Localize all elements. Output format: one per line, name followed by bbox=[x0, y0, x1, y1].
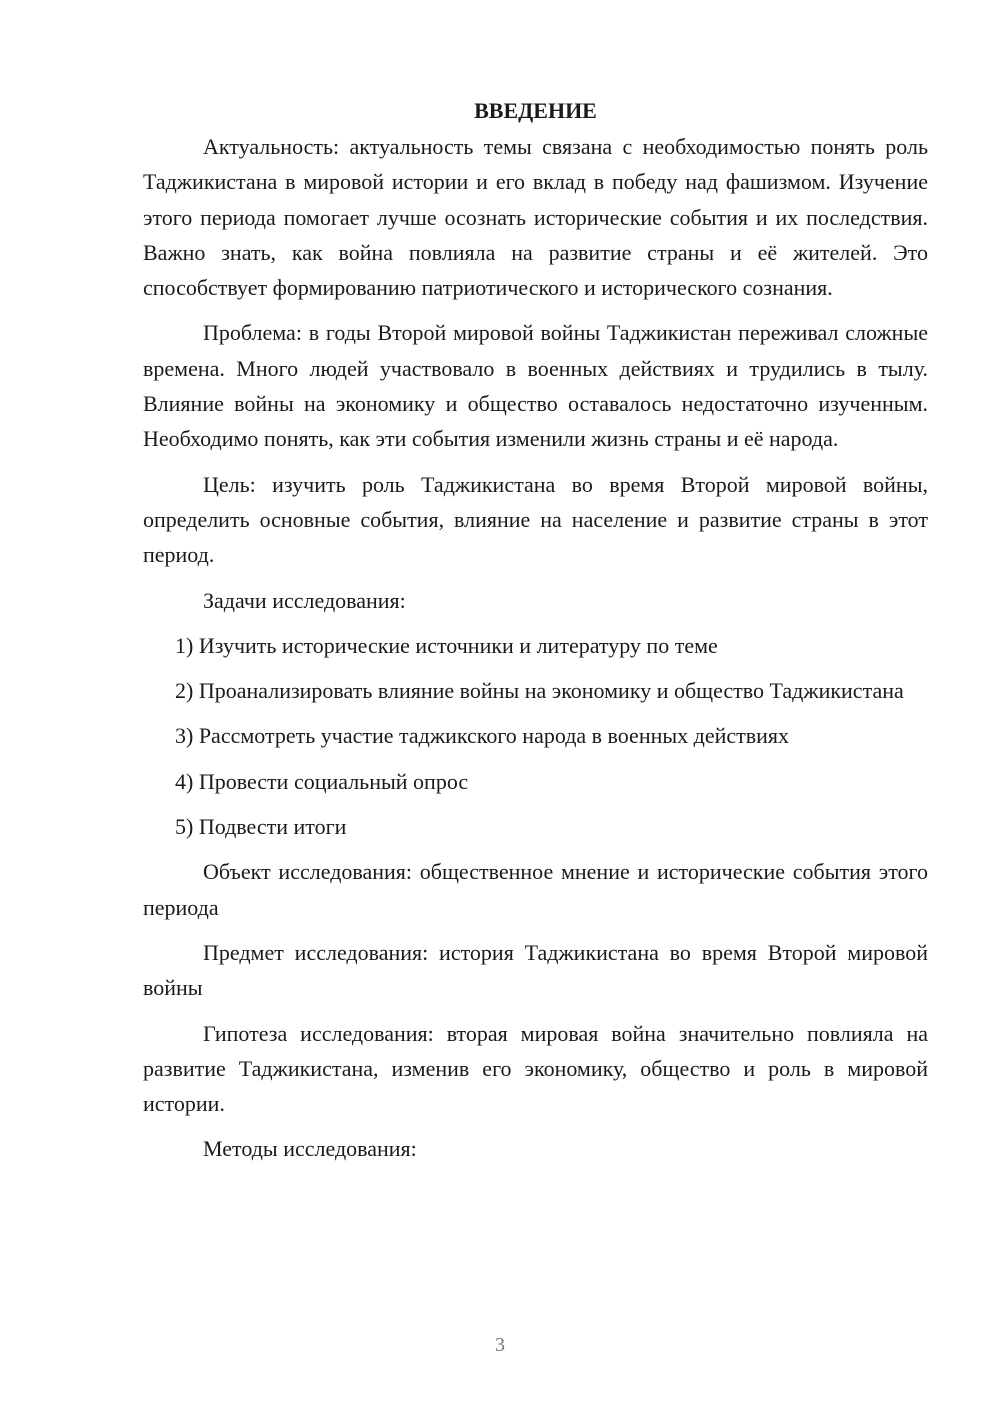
paragraph-object: Объект исследования: общественное мнение и исторические события этого периода bbox=[143, 859, 928, 920]
task-item: 3) Рассмотреть участие таджикского народа в военных действиях bbox=[175, 723, 790, 749]
paragraph-methods: Методы исследования: bbox=[203, 1136, 417, 1162]
paragraph-goal: Цель: изучить роль Таджикистана во время Второй мировой войны, определить основные события, влияние на население и развитие страны в этот период. bbox=[143, 471, 928, 568]
paragraph-subject: Предмет исследования: история Таджикистана во время Второй мировой войны bbox=[143, 939, 928, 1001]
paragraph-hypothesis: Гипотеза исследования: вторая мировая война значительно повлияла на развитие Таджикистана, изменив его экономику, общество и роль в мировой истории. bbox=[143, 1020, 928, 1117]
task-item: 4) Провести социальный опрос bbox=[175, 768, 469, 794]
task-item: 5) Подвести итоги bbox=[175, 814, 347, 840]
tasks-heading: Задачи исследования: bbox=[203, 587, 406, 613]
page-title: ВВЕДЕНИЕ bbox=[474, 98, 597, 123]
paragraph-problem: Проблема: в годы Второй мировой войны Таджикистан переживал сложные времена. Много людей участвовало в военных действиях и трудились в тылу. Влияние войны на экономику и общество оставалось недостаточно изученным. Необходимо понять, как эти события изменили жизнь страны и её народа. bbox=[143, 320, 928, 452]
document-page bbox=[143, 96, 928, 1177]
page-number: 3 bbox=[495, 1334, 505, 1356]
paragraph-relevance: Актуальность: актуальность темы связана с необходимостью понять роль Таджикистана в мировой истории и его вклад в победу над фашизмом. Изучение этого периода помогает лучше осознать исторические события и их последствия. Важно знать, как война повлияла на развитие страны и её жителей. Это способствует формированию патриотического и исторического сознания. bbox=[143, 134, 928, 301]
task-item: 1) Изучить исторические источники и литературу по теме bbox=[175, 632, 718, 658]
task-item: 2) Проанализировать влияние войны на экономику и общество Таджикистана bbox=[175, 678, 904, 704]
